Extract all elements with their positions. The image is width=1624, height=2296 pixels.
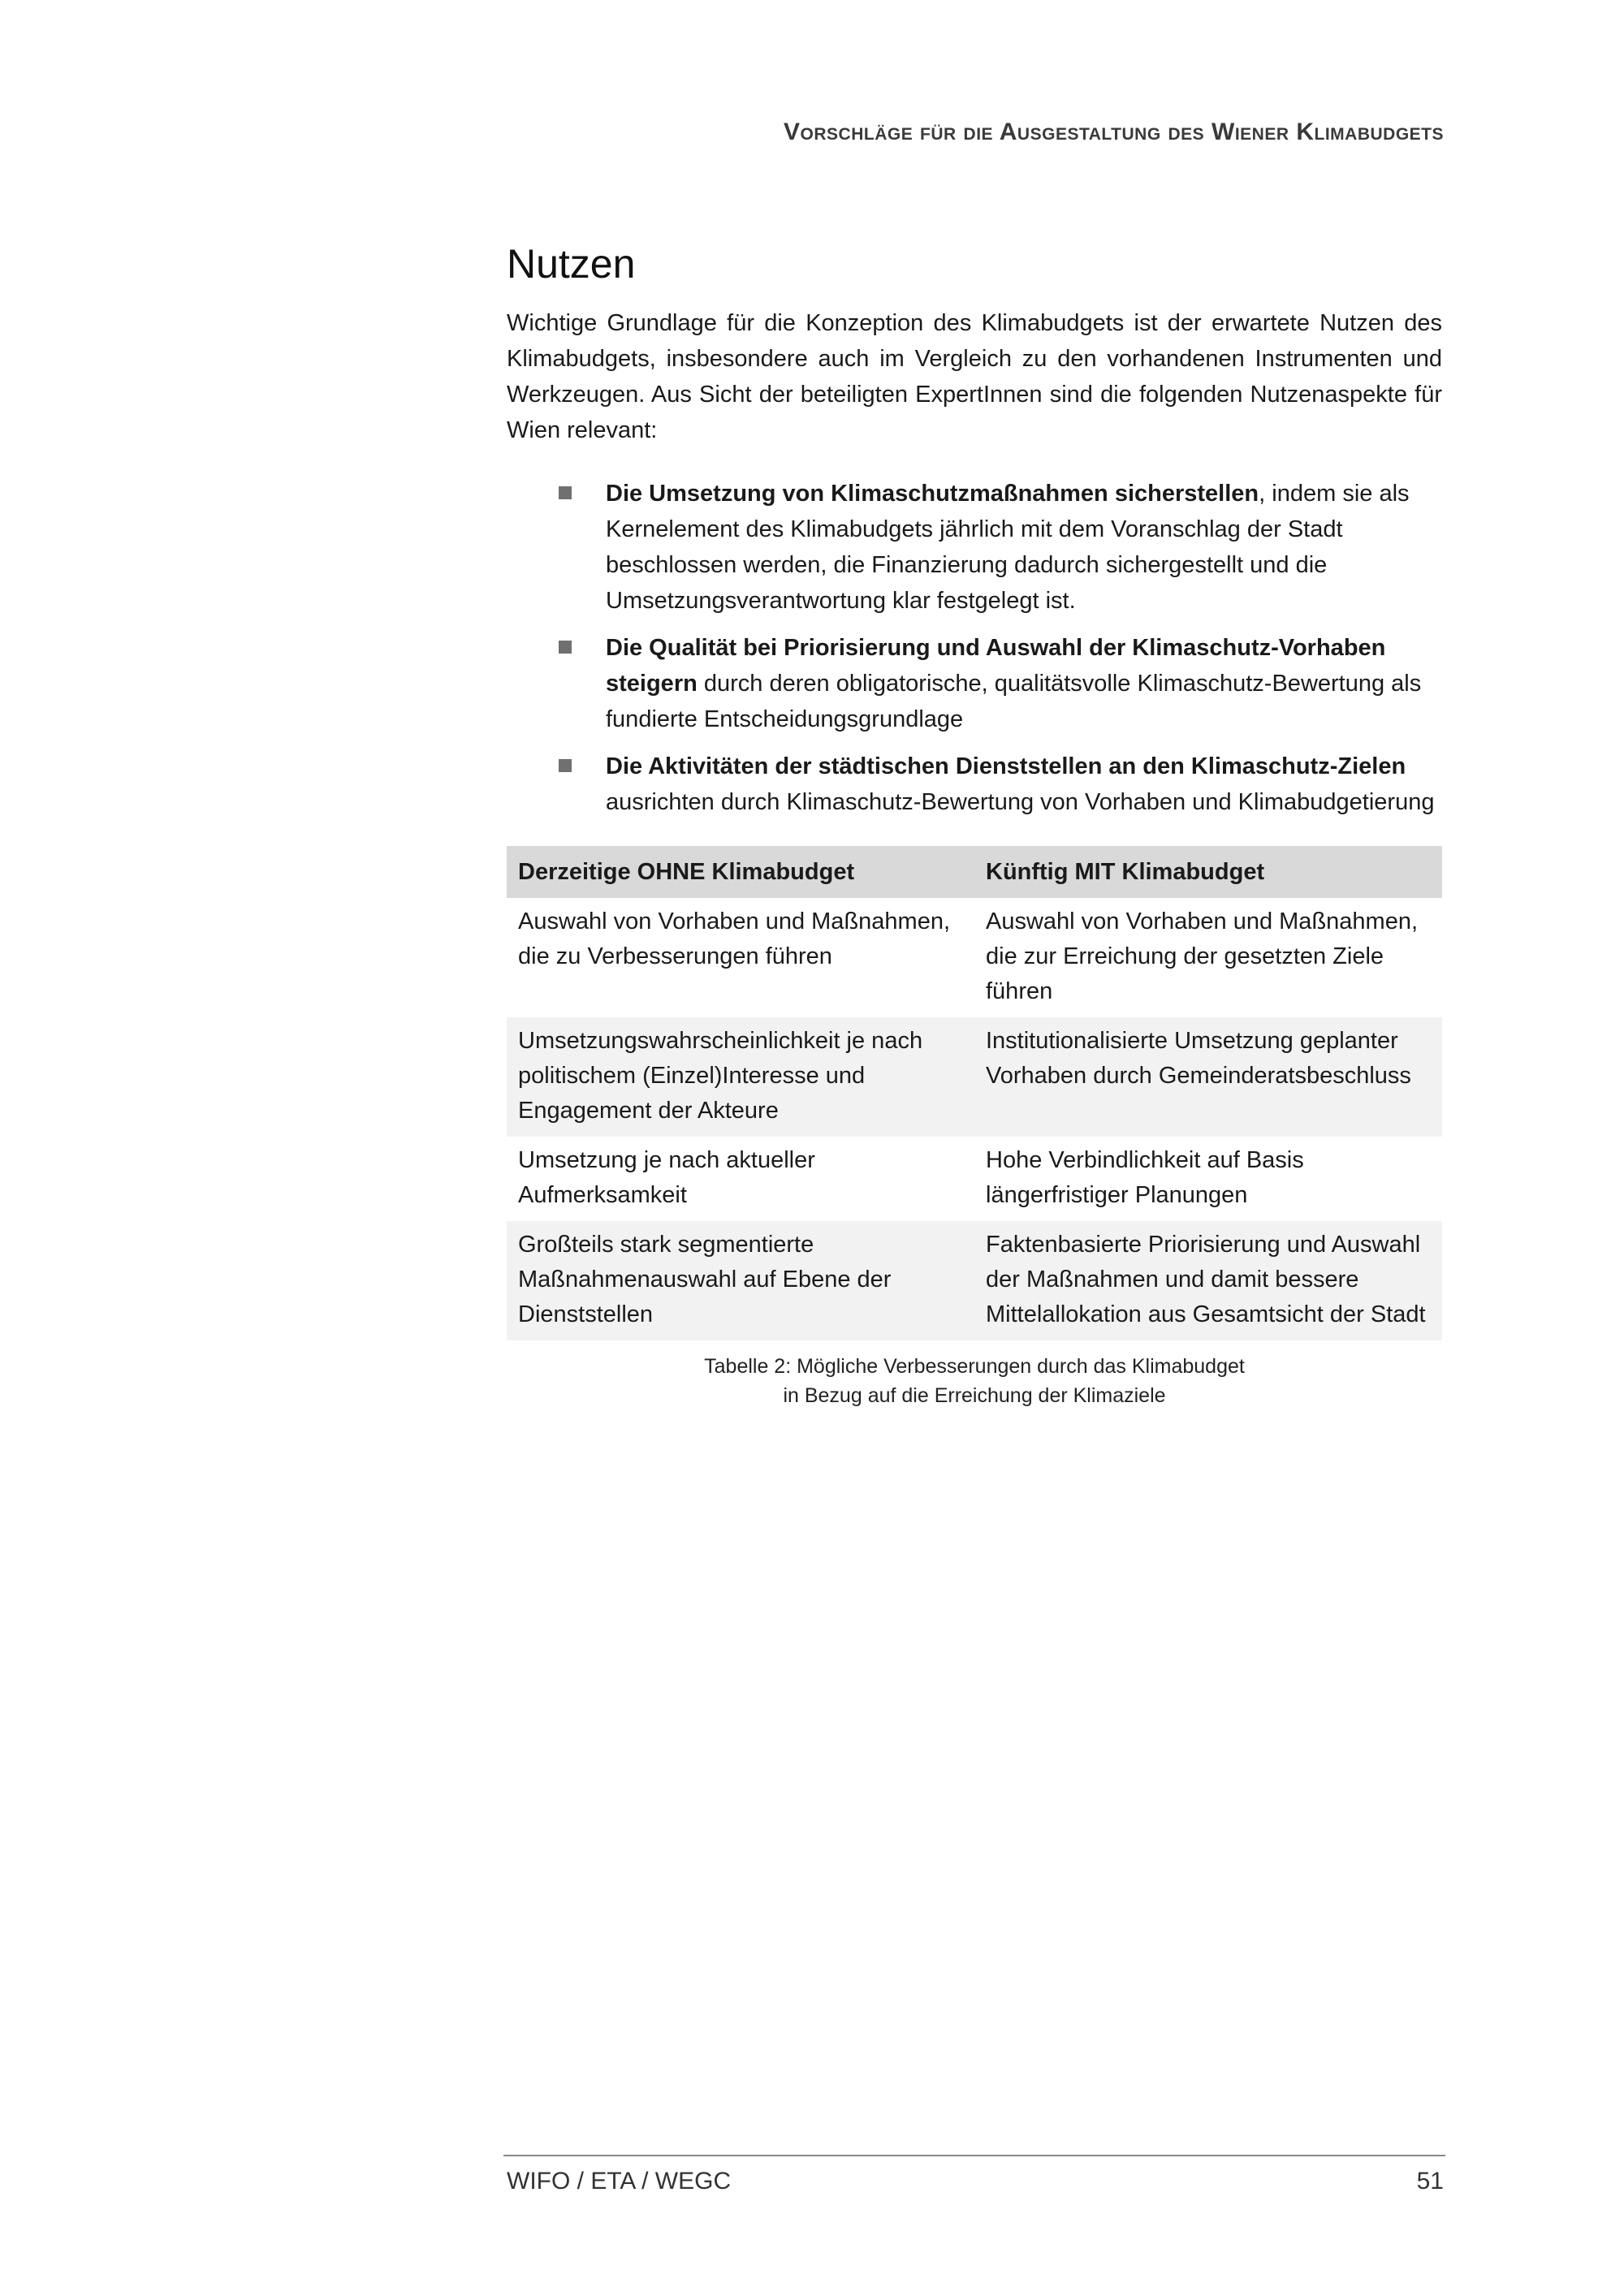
bullet-text: , indem sie als Kernelement des Klimabudgets jährlich mit dem Voranschlag der Stadt beschlossen werden, die Finanzierung dadurch sichergestellt und die Umsetzungsverantwortung klar festgelegt ist. [606, 481, 1410, 614]
section-heading: Nutzen [507, 241, 636, 287]
table-cell: Faktenbasierte Priorisierung und Auswahl der Maßnahmen und damit bessere Mittelallokation aus Gesamtsicht der Stadt [974, 1221, 1442, 1340]
page-number: 51 [1416, 2168, 1444, 2195]
table-row [507, 1017, 1442, 1137]
table-row [507, 1137, 1442, 1221]
square-bullet-icon [559, 486, 572, 499]
list-item [557, 749, 1442, 820]
table-cell: Auswahl von Vorhaben und Maßnahmen, die zur Erreichung der gesetzten Ziele führen [986, 908, 1419, 1004]
table-cell: Umsetzungswahrscheinlichkeit je nach politischem (Einzel)Interesse und Engagement der Akteure [507, 1017, 974, 1137]
column-header-without: Derzeitige OHNE Klimabudget [507, 846, 974, 898]
bullet-emphasis: Die Aktivitäten der städtischen Dienststellen an den Klimaschutz-Zielen [606, 753, 1406, 779]
caption-line: Tabelle 2: Mögliche Verbesserungen durch das Klimabudget [704, 1355, 1245, 1378]
table-header-row [507, 846, 1442, 898]
square-bullet-icon [559, 641, 572, 654]
caption-line: in Bezug auf die Erreichung der Klimaziele [783, 1384, 1166, 1407]
table-row [507, 1221, 1442, 1340]
column-header-with: Künftig MIT Klimabudget [974, 846, 1442, 898]
list-item [557, 630, 1442, 737]
list-item [557, 476, 1442, 619]
table-caption [507, 1352, 1442, 1410]
bullet-text: ausrichten durch Klimaschutz-Bewertung von Vorhaben und Klimabudgetierung [606, 789, 1435, 815]
bullet-emphasis: Die Qualität bei Priorisierung und Auswahl der Klimaschutz-Vorhaben steigern [606, 635, 1386, 697]
table-cell: Auswahl von Vorhaben und Maßnahmen, die zu Verbesserungen führen [518, 908, 951, 969]
square-bullet-icon [559, 759, 572, 772]
table-cell: Großteils stark segmentierte Maßnahmenauswahl auf Ebene der Dienststellen [507, 1221, 974, 1340]
table-row [507, 898, 1442, 1017]
bullet-emphasis: Die Umsetzung von Klimaschutzmaßnahmen sicherstellen [606, 481, 1259, 507]
table-cell: Institutionalisierte Umsetzung geplanter Vorhaben durch Gemeinderatsbeschluss [974, 1017, 1442, 1137]
intro-paragraph: Wichtige Grundlage für die Konzeption des Klimabudgets ist der erwartete Nutzen des Klimabudgets, insbesondere auch im Vergleich zu den vorhandenen Instrumenten und Werkzeugen. Aus Sicht der beteiligten ExpertInnen sind die folgenden Nutzenaspekte für Wien relevant: [507, 310, 1442, 443]
comparison-table [507, 846, 1442, 1340]
benefits-list [507, 476, 1442, 820]
main-content [507, 235, 1442, 1410]
table-cell: Umsetzung je nach aktueller Aufmerksamkeit [518, 1147, 815, 1208]
table-cell: Hohe Verbindlichkeit auf Basis längerfristiger Planungen [986, 1147, 1304, 1208]
footer-divider [503, 2155, 1445, 2156]
footer-institutions: WIFO / ETA / WEGC [507, 2168, 732, 2195]
bullet-text: durch deren obligatorische, qualitätsvolle Klimaschutz-Bewertung als fundierte Entscheidungsgrundlage [606, 671, 1422, 732]
running-header: Vorschläge für die Ausgestaltung des Wiener Klimabudgets [784, 119, 1444, 145]
